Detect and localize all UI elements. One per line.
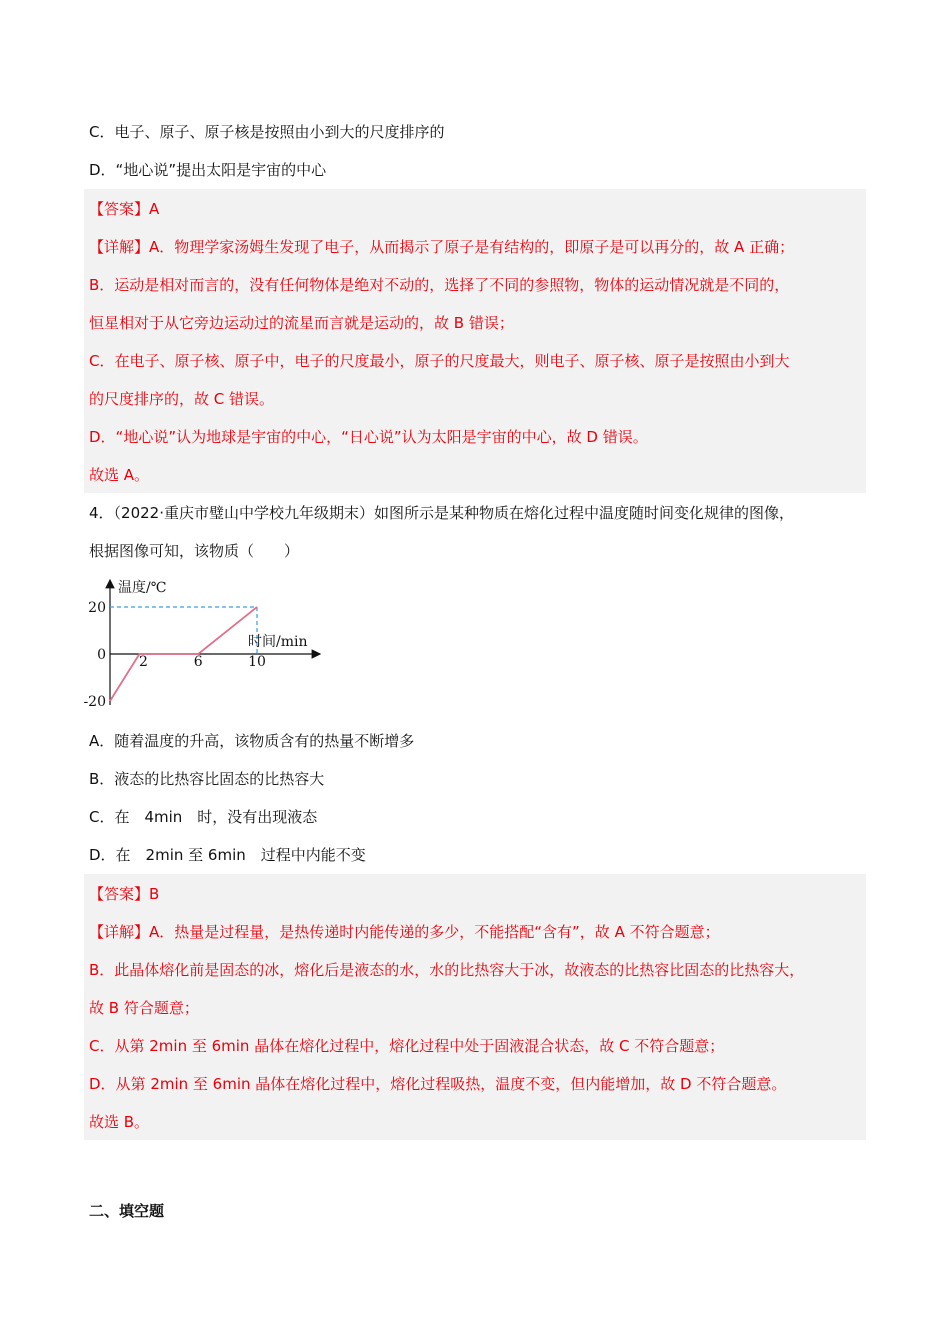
q4-answer: 【答案】B <box>89 885 160 903</box>
q4-explain-line: D．从第 2min 至 6min 晶体在熔化过程中，熔化过程吸热，温度不变，但内能增加，故 D 不符合题意。 <box>89 1075 787 1093</box>
q4-stem-line-2: 根据图像可知，该物质（ ） <box>89 542 300 560</box>
q4-explain-line: 故 B 符合题意； <box>89 999 199 1017</box>
q3-explain-line: 【详解】A．物理学家汤姆生发现了电子，从而揭示了原子是有结构的，即原子是可以再分的，故 A 正确； <box>89 238 795 256</box>
y-tick-label: 20 <box>88 600 106 616</box>
x-tick-label: 10 <box>248 654 266 670</box>
y-tick-label: 0 <box>97 647 106 663</box>
section-title: 二、填空题 <box>89 1202 165 1220</box>
q4-answer-box <box>84 874 866 1140</box>
temperature-time-chart <box>80 570 330 715</box>
q4-option-a: A．随着温度的升高，该物质含有的热量不断增多 <box>89 732 415 750</box>
q4-option-c: C．在 4min 时，没有出现液态 <box>89 808 318 826</box>
q3-option-d: D．“地心说”提出太阳是宇宙的中心 <box>89 161 327 179</box>
q4-option-b: B．液态的比热容比固态的比热容大 <box>89 770 325 788</box>
q3-answer: 【答案】A <box>89 200 160 218</box>
q3-answer-box <box>84 189 866 493</box>
x-tick-label: 6 <box>193 654 203 670</box>
q4-explain-line: B．此晶体熔化前是固态的冰，熔化后是液态的水，水的比热容大于冰，故液态的比热容比固态的比热容大， <box>89 961 805 979</box>
y-tick-label: -20 <box>83 694 106 710</box>
q4-explain-line: 【详解】A．热量是过程量，是热传递时内能传递的多少，不能搭配“含有”，故 A 不符合题意； <box>89 923 720 941</box>
x-tick-label: 2 <box>138 654 148 670</box>
q3-option-c: C．电子、原子、原子核是按照由小到大的尺度排序的 <box>89 123 445 141</box>
q3-explain-line: C．在电子、原子核、原子中，电子的尺度最小，原子的尺度最大，则电子、原子核、原子是按照由小到大 <box>89 352 790 370</box>
q3-explain-line: 的尺度排序的，故 C 错误。 <box>89 390 275 408</box>
x-axis-label: 时间/min <box>248 634 308 650</box>
q3-conclusion: 故选 A。 <box>89 466 150 484</box>
q3-explain-line: B．运动是相对而言的，没有任何物体是绝对不动的，选择了不同的参照物，物体的运动情况就是不同的， <box>89 276 790 294</box>
q4-explain-line: C．从第 2min 至 6min 晶体在熔化过程中，熔化过程中处于固液混合状态，故 C 不符合题意； <box>89 1037 725 1055</box>
q3-explain-line: 恒星相对于从它旁边运动过的流星而言就是运动的，故 B 错误； <box>89 314 514 332</box>
q3-explain-line: D．“地心说”认为地球是宇宙的中心，“日心说”认为太阳是宇宙的中心，故 D 错误。 <box>89 428 648 446</box>
y-axis-label: 温度/℃ <box>118 580 167 596</box>
q4-conclusion: 故选 B。 <box>89 1113 150 1131</box>
q4-option-d: D．在 2min 至 6min 过程中内能不变 <box>89 846 366 864</box>
q4-stem-line-1: 4．（2022·重庆市璧山中学校九年级期末）如图所示是某种物质在熔化过程中温度随时间变化规律的图像， <box>89 504 794 522</box>
